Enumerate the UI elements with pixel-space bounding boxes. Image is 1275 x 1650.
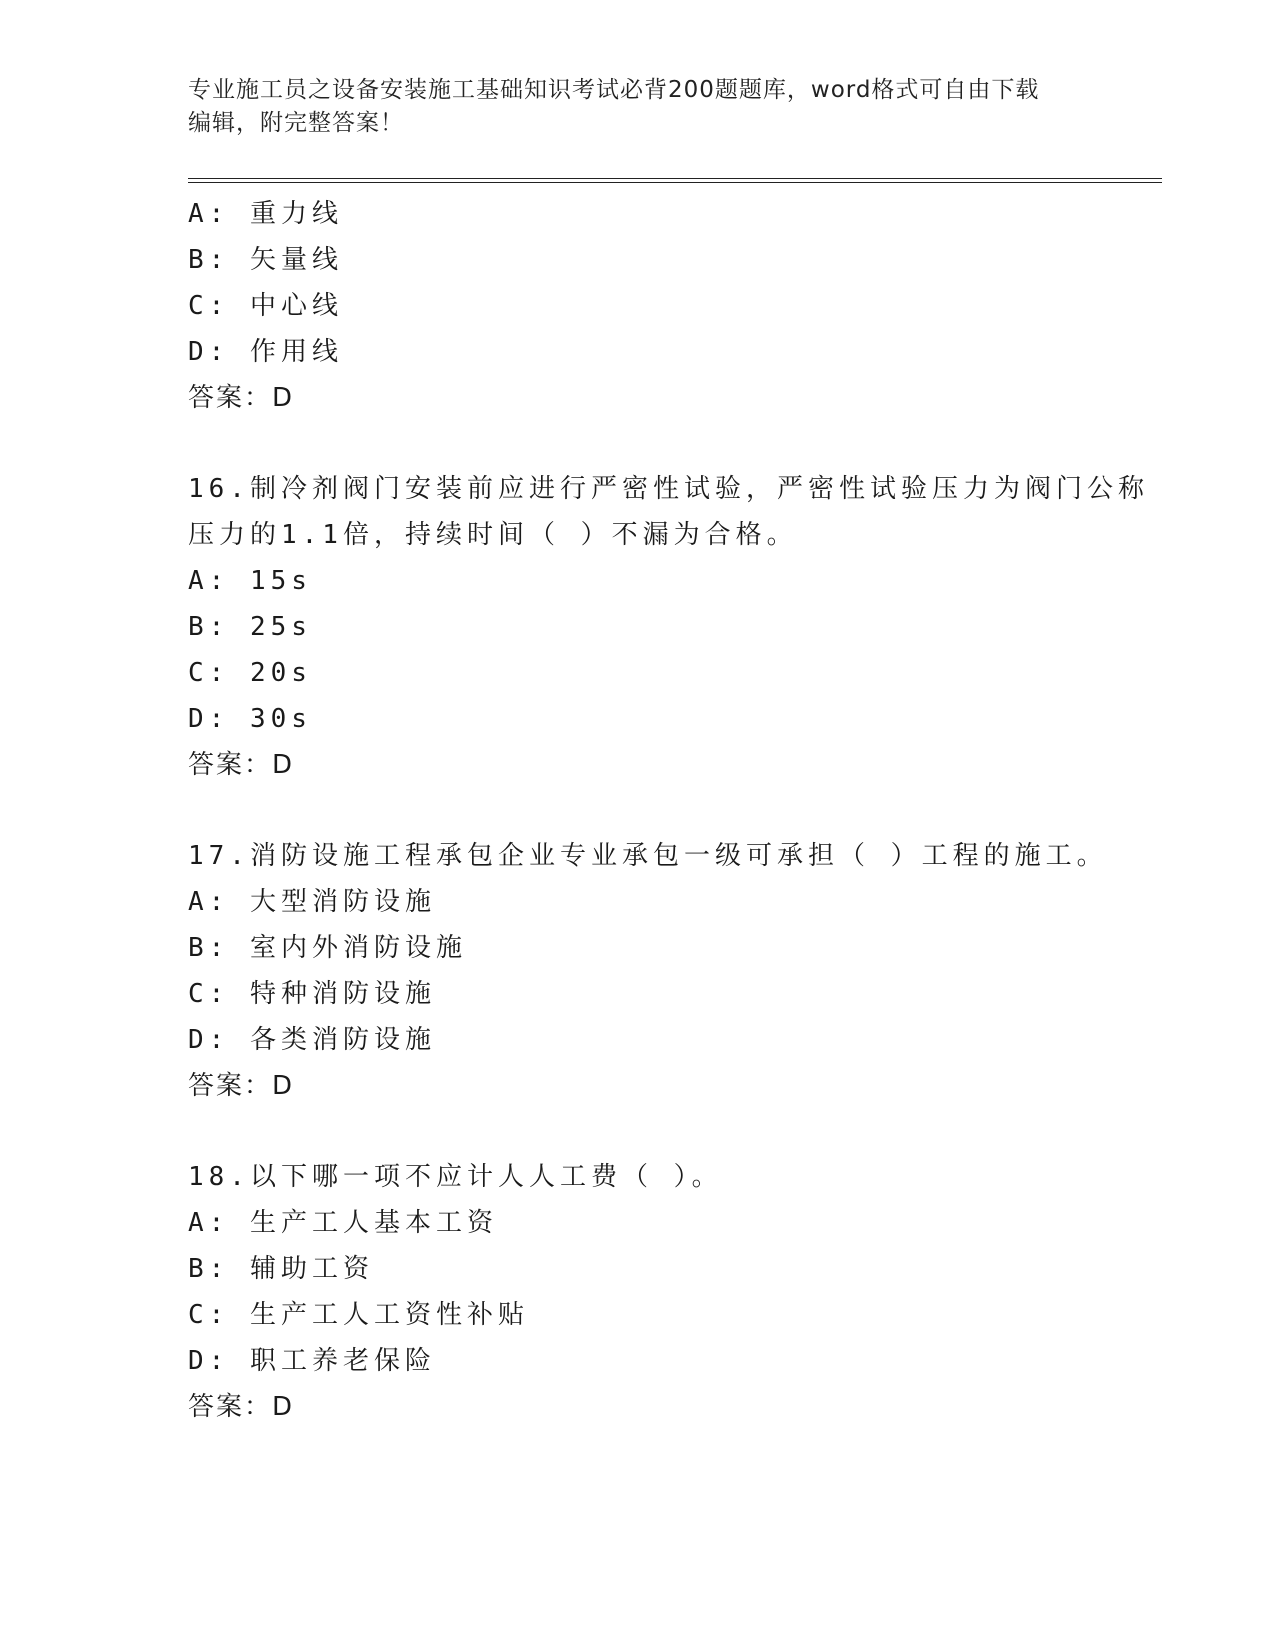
answer-line: 答案：D (188, 1071, 295, 1101)
option-b: B: 矢量线 (188, 245, 343, 275)
question-text: 17.消防设施工程承包企业专业承包一级可承担（ ）工程的施工。 (188, 841, 1108, 871)
question-text: 18.以下哪一项不应计人人工费（ ）。 (188, 1162, 723, 1192)
answer-line: 答案：D (188, 1392, 295, 1422)
option-d: D: 各类消防设施 (188, 1025, 436, 1055)
option-d: D: 作用线 (188, 337, 343, 367)
option-c: C: 20s (188, 658, 312, 688)
option-a: A: 15s (188, 566, 312, 596)
option-d: D: 职工养老保险 (188, 1346, 436, 1376)
option-c: C: 生产工人工资性补贴 (188, 1300, 529, 1330)
header-line-1: 专业施工员之设备安装施工基础知识考试必背200题题库，word格式可自由下载 (188, 77, 1040, 103)
header-line-2: 编辑，附完整答案！ (188, 110, 404, 136)
spacer (188, 788, 1138, 833)
option-b: B: 室内外消防设施 (188, 933, 467, 963)
option-b: B: 25s (188, 612, 312, 642)
question-block-17 (188, 833, 1138, 1109)
option-a: A: 生产工人基本工资 (188, 1208, 498, 1238)
option-a: A: 大型消防设施 (188, 887, 436, 917)
option-c: C: 特种消防设施 (188, 979, 436, 1009)
question-list (188, 191, 1149, 1430)
header-divider (188, 178, 1162, 183)
option-b: B: 辅助工资 (188, 1254, 374, 1284)
question-block-16 (188, 466, 1149, 788)
spacer (188, 1109, 1138, 1154)
answer-line: 答案：D (188, 750, 295, 780)
option-c: C: 中心线 (188, 291, 343, 321)
document-header (188, 74, 1088, 140)
answer-line: 答案：D (188, 383, 295, 413)
question-text-continued: 压力的1.1倍，持续时间（ ）不漏为合格。 (188, 520, 798, 550)
spacer (188, 421, 1138, 466)
question-text: 16.制冷剂阀门安装前应进行严密性试验，严密性试验压力为阀门公称 (188, 474, 1149, 504)
option-a: A: 重力线 (188, 199, 343, 229)
question-block-18 (188, 1154, 1138, 1430)
question-block-15 (188, 191, 1138, 421)
option-d: D: 30s (188, 704, 312, 734)
